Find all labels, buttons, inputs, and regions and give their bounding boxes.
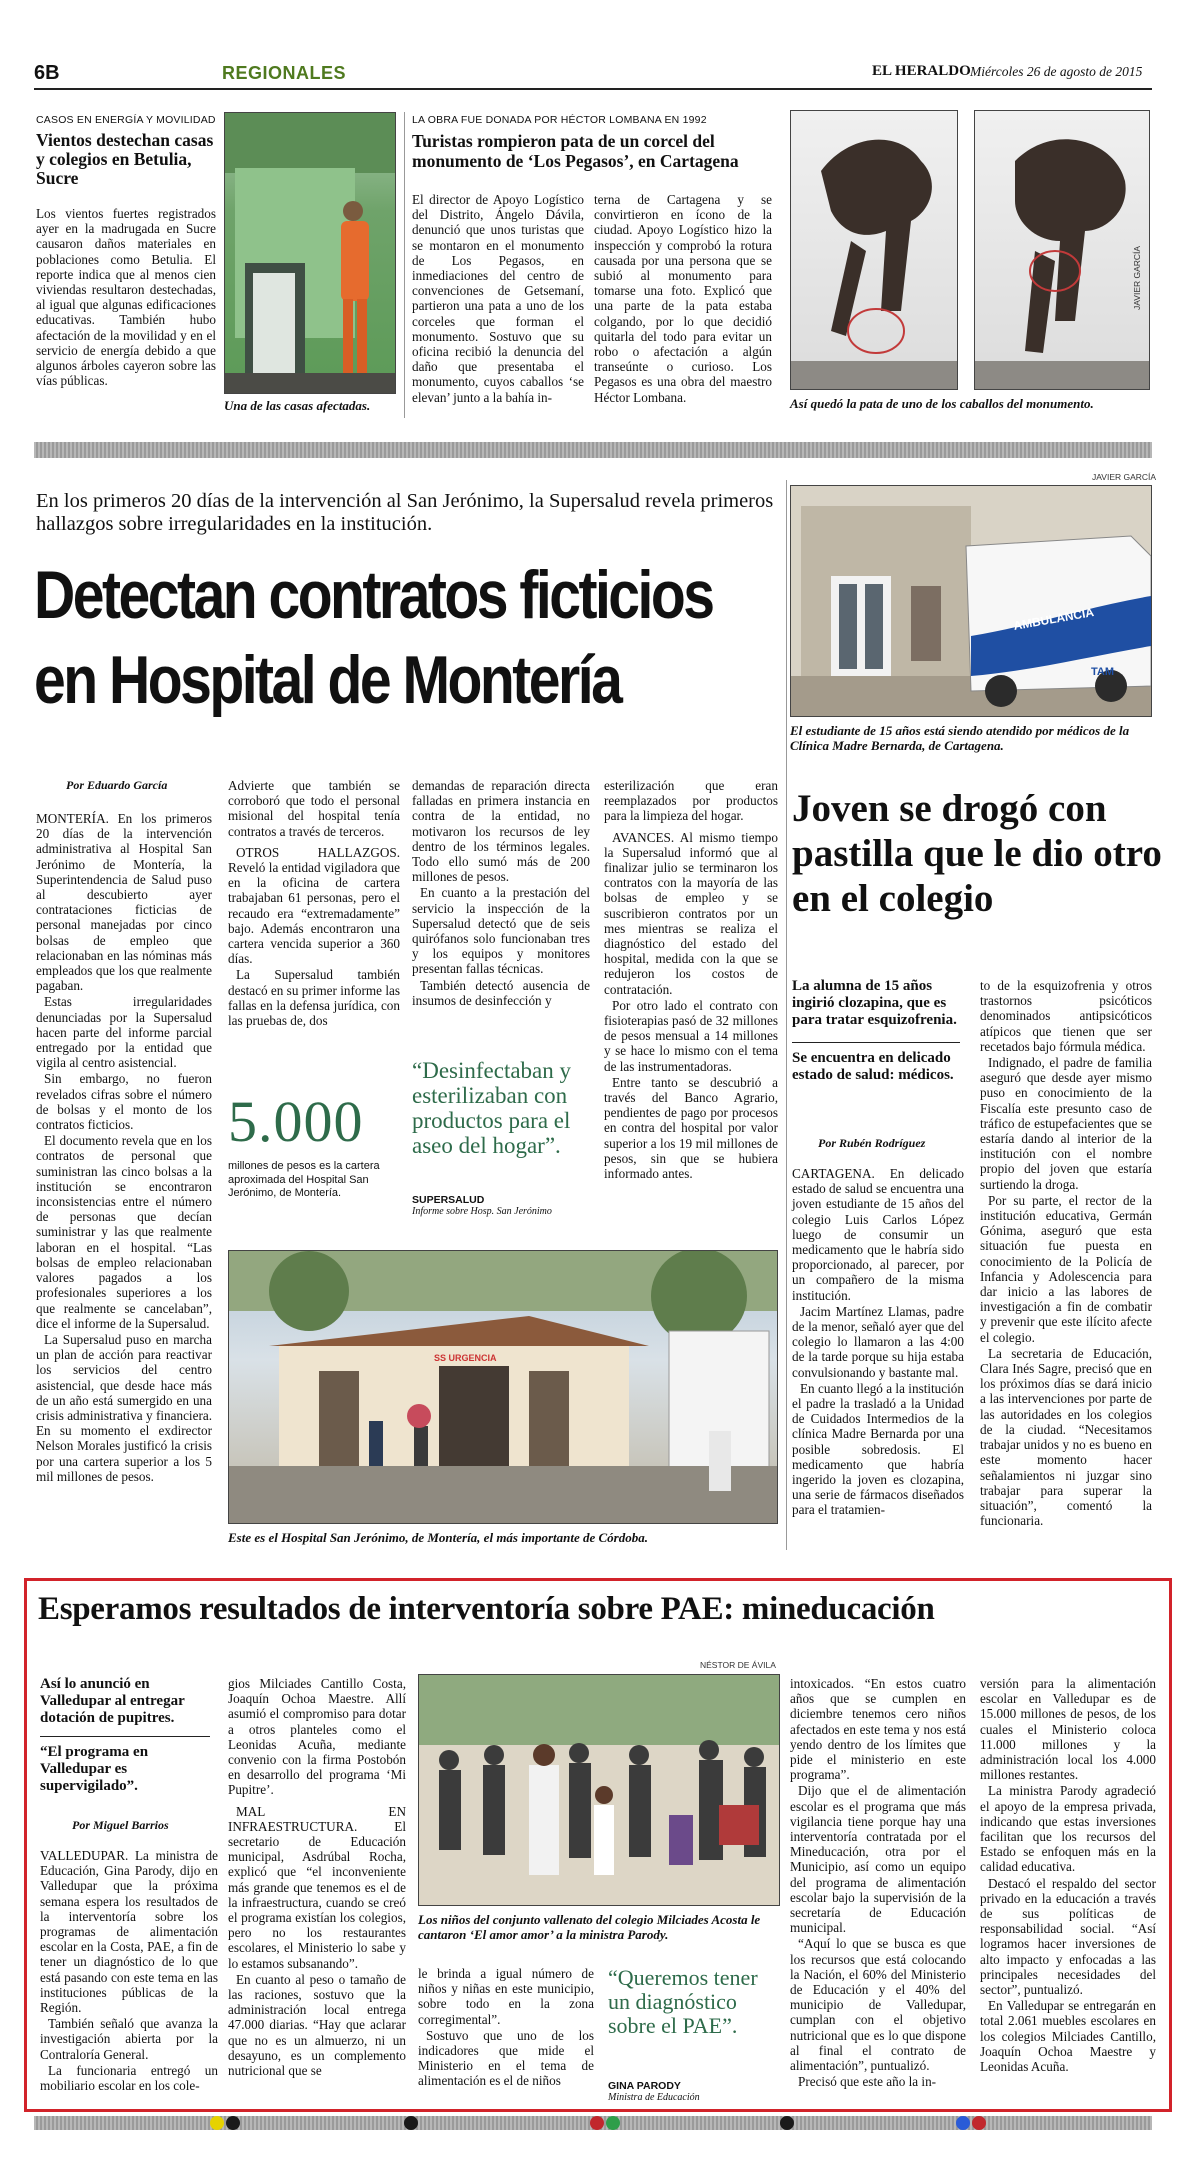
header-rule: [34, 88, 1152, 90]
registration-mark-icon: [956, 2116, 970, 2130]
story5-paragraph: MAL EN INFRAESTRUCTURA. El secretario de Educación municipal, Asdrúbal Rocha, explicó que “el inconveniente más grande que tenemos es el de la infraestructura, cuando se creó el programa existían los colegios, pero no los restaurantes escolares, el Ministerio lo sabe y lo estamos subsanando”.: [228, 1803, 406, 1971]
registration-mark-icon: [606, 2116, 620, 2130]
story4-paragraph: Jacim Martínez Llamas, padre de la menor, señaló ayer que del colegio lo llamaron a las 4:00 de la tarde porque su hija estaba convulsionando y bastante mal.: [792, 1303, 964, 1380]
story2-col2: [594, 192, 772, 406]
story5-paragraph: “Aquí lo que se busca es que los recursos que está colocando la Nación, el 60% del Ministerio de Educación y el 40% del municipio de Valledupar, cumplan con el objetivo nutricional que es lo que dispone al final el contrato de alimentación”, puntualizó.: [790, 1936, 966, 2074]
story1-caption: Una de las casas afectadas.: [224, 398, 371, 413]
story5-summary2: “El programa en Valledupar es supervigilado”.: [40, 1744, 149, 1794]
story5-col1: [40, 1848, 218, 2094]
summary-rule: [792, 1042, 960, 1043]
story4-paragraph: to de la esquizofrenia y otros trastornos psicóticos denominados antipsicóticos atípicos que tienen que ser recetados bajo fórmula médica.: [980, 978, 1152, 1054]
story2-paragraph: El director de Apoyo Logístico del Distrito, Ángelo Dávila, denunció que unos turistas que se montaron en el monumento de Los Pegasos, en inmediaciones del centro de convenciones de Getsemaní, partieron una pata a uno de los corceles que forman el monumento. Sostuvo que su oficina recibió la denuncia del daño que presentaba el monumento, cuyos caballos ‘se elevan’ junto a la bahía in-: [412, 192, 584, 405]
paper-name: EL HERALDO: [872, 63, 971, 79]
story5-col4: [790, 1676, 966, 2090]
story3-stat-number: 5.000: [228, 1089, 364, 1154]
story5-paragraph: le brinda a igual número de niños y niñas en este municipio, sobre todo en la zona corregimental”.: [418, 1966, 594, 2027]
story3-byline: Por Eduardo García: [66, 778, 168, 792]
story3-paragraph: Entre tanto se descubrió a través del Banco Agrario, pendientes de pago por procesos en contra del hospital por valor superior a los 19 mil millones de pesos, sin que se hubiera informado antes.: [604, 1074, 778, 1182]
story5-quote-source: GINA PARODY: [608, 2080, 681, 2092]
story5-quote: “Queremos tener un diagnóstico sobre el PAE”.: [608, 1965, 758, 2038]
horse-statue-illustration: [791, 111, 958, 390]
section-band: [34, 442, 1152, 458]
clinic-ambulance-illustration: [791, 486, 1152, 717]
story5-paragraph: La funcionaria entregó un mobiliario escolar en los cole-: [40, 2062, 218, 2094]
story1-body: [36, 206, 216, 389]
story4-summary2: Se encuentra en delicado estado de salud: médicos.: [792, 1050, 954, 1083]
story4-col2: [980, 978, 1152, 1529]
story5-summary1: Así lo anunció en Valledupar al entregar dotación de pupitres.: [40, 1676, 185, 1726]
story4-paragraph: Por su parte, el rector de la institución educativa, Germán Gónima, aseguró que esta situación fue puesta en conocimiento de la Policía de Infancia y Adolescencia para dar inicio a las labores de investigación a fin de combatir y prevenir que este ilícito afecte el colegio.: [980, 1192, 1152, 1345]
story3-paragraph: El documento revela que en los contratos de personal que suministran las cinco bolsas a la institución se encontraron inconsistencias entre el número de personas que decían suministrar y las que realmente laboran en el hospital. “Las bolsas de empleo relacionaban valores pagados a los profesionales superiores a los que realmente se cancelaban”, dice el informe de la Supersalud.: [36, 1133, 212, 1331]
story3-col3: [412, 778, 590, 1009]
story5-byline: Por Miguel Barrios: [72, 1818, 169, 1832]
story2-kicker: LA OBRA FUE DONADA POR HÉCTOR LOMBANA EN 1992: [412, 114, 707, 126]
story3-paragraph: Sin embargo, no fueron revelados cifras sobre el número de bolsas y el monto de los contratos ficticios.: [36, 1071, 212, 1133]
column-divider: [404, 112, 405, 418]
story2-photo-right: [974, 110, 1150, 390]
story1-headline: Vientos destechan casas y colegios en Betulia, Sucre: [36, 130, 214, 188]
story5-photo-credit: NÉSTOR DE ÁVILA: [700, 1660, 776, 1670]
story4-paragraph: En cuanto llegó a la institución el padre la trasladó a la Unidad de Cuidados Intermedios de la clínica Madre Bernarda por una posible sobredosis. El medicamento que habría ingerido la joven es clozapina, una serie de fármacos diseñados para el tratamien-: [792, 1380, 964, 1518]
story5-paragraph: intoxicados. “En estos cuatro años que se cumplen en diciembre tenemos cero niños afectados en este tema y nos está yendo dentro de los límites que pide el ministerio en este programa”.: [790, 1676, 966, 1783]
story4-byline: Por Rubén Rodríguez: [818, 1136, 926, 1150]
story3-paragraph: También detectó ausencia de insumos de desinfección y: [412, 977, 590, 1008]
story3-col2: [228, 778, 400, 1029]
story5-paragraph: Sostuvo que uno de los indicadores que mide el Ministerio en el tema de alimentación es el de niños: [418, 2027, 594, 2089]
story2-col1: [412, 192, 584, 406]
story4-photo-credit: JAVIER GARCÍA: [1092, 472, 1157, 482]
story3-quote-source: SUPERSALUD: [412, 1194, 485, 1206]
story2-headline: Turistas rompieron pata de un corcel del monumento de ‘Los Pegasos’, en Cartagena: [412, 131, 739, 171]
story5-paragraph: VALLEDUPAR. La ministra de Educación, Gina Parody, dijo en Valledupar que la próxima semana espera los resultados de la interventoría sobre los programas de alimentación escolar en la Costa, PAE, a fin de tener un diagnóstico de lo que está pasando con este tema en las instituciones públicas de la Región.: [40, 1848, 218, 2016]
story3-col1: [36, 811, 212, 1485]
story5-paragraph: gios Milciades Cantillo Costa, Joaquín Ochoa Maestre. Allí asumió el compromiso para dotar a otros planteles como el Leonidas Acuña, mediante convenio con la firma Postobón en desarrollo del programa ‘Mi Pupitre’.: [228, 1676, 406, 1798]
section-name: REGIONALES: [222, 63, 347, 83]
story3-paragraph: La Supersalud puso en marcha un plan de acción para reactivar los servicios del centro asistencial, que desde hace más de un año está sumergido en una crisis administrativa y financiera. En su momento el exdirector Nelson Morales justificó la crisis por una cartera superior a los 5 mil millones de pesos.: [36, 1331, 212, 1484]
story5-paragraph: versión para la alimentación escolar en Valledupar es de 15.000 millones de pesos, de los cuales el Ministerio coloca 11.000 millones y la administración local los 4.000 millones restantes.: [980, 1676, 1156, 1783]
ministra-event-illustration: [419, 1675, 780, 1906]
column-divider: [786, 480, 787, 1550]
story2-photo-left: [790, 110, 958, 390]
story5-col5: [980, 1676, 1156, 2075]
story5-paragraph: En Valledupar se entregarán en total 2.061 muebles escolares en los colegios Milciades Cantillo, Joaquín Ochoa Maestre y Leonidas Acuña.: [980, 1998, 1156, 2075]
registration-mark-icon: [210, 2116, 224, 2130]
story3-paragraph: MONTERÍA. En los primeros 20 días de la intervención administrativa al Hospital San Jerónimo de Montería, la Superintendencia de Salud puso al descubierto ayer contrataciones ficticias de personal manejadas por cinco bolsas de empleo que relacionaban en las nóminas más empleados que los que realmente pagaban.: [36, 811, 212, 994]
story2-photo-credit: JAVIER GARCÍA: [1132, 245, 1142, 310]
page-number: 6B: [34, 62, 60, 84]
ambulance-label: AMBULANCIA: [1012, 605, 1095, 633]
story4-caption: El estudiante de 15 años está siendo atendido por médicos de la Clínica Madre Bernarda, de Cartagena.: [790, 723, 1130, 753]
story3-paragraph: esterilización que eran reemplazados por productos para la limpieza del hogar.: [604, 778, 778, 824]
registration-mark-icon: [590, 2116, 604, 2130]
story3-col4: [604, 778, 778, 1182]
story4-paragraph: Indignado, el padre de familia aseguró que desde ayer mismo puso en conocimiento de la Fiscalía este presunto caso de tráfico de estupefacientes que se estaría dando al interior de la institución con el nombre propio del joven que estaría surtiendo la droga.: [980, 1055, 1152, 1192]
story5-paragraph: Precisó que este año la in-: [798, 2074, 937, 2090]
summary-rule: [40, 1736, 210, 1737]
horse-statue-illustration: [975, 111, 1150, 390]
story5-col3: [418, 1966, 594, 2090]
story2-paragraph: terna de Cartagena y se convirtieron en ícono de la ciudad. Apoyo Logístico hizo la inspección y comprobó la rotura causada por una persona que se subió al monumento para tomarse una foto. Explicó que una parte de la pata estaba colgando, por lo que decidió quitarla del todo para evitar un robo o afectación a algún transeúnte o curioso. Los Pegasos es una obra del maestro Héctor Lombana.: [594, 192, 772, 405]
story3-paragraph: Estas irregularidades denunciadas por la Supersalud hacen parte del informe parcial entregado por la entidad que vigila al centro asistencial.: [36, 994, 212, 1071]
story5-quote-source-role: Ministra de Educación: [608, 2092, 700, 2103]
story1-kicker: CASOS EN ENERGÍA Y MOVILIDAD: [36, 114, 216, 126]
story3-paragraph: demandas de reparación directa falladas en primera instancia en contra de la entidad, no motivaron los recursos de ley dentro de los términos legales. Todo ello sumó más de 200 millones de pesos.: [412, 778, 590, 885]
story3-stat-text: millones de pesos es la cartera aproximada del Hospital San Jerónimo, de Montería.: [228, 1160, 380, 1199]
hospital-photo-illustration: [229, 1251, 778, 1524]
story3-quote-source-role: Informe sobre Hosp. San Jerónimo: [412, 1206, 552, 1217]
story1-paragraph: Los vientos fuertes registrados ayer en la madrugada en Sucre causaron daños materiales en poblaciones como Betulia. El reporte indica que al menos cien viviendas resultaron destechadas, al igual que algunas edificaciones educativas. También hubo afectación de la movilidad y en el servicio de energía debido a que algunos árboles cayeron sobre las vías públicas.: [36, 206, 216, 389]
registration-mark-icon: [972, 2116, 986, 2130]
story4-paragraph: La secretaria de Educación, Clara Inés Sagre, precisó que en los próximos días se dará inicio a las intervenciones por parte de las autoridades en los colegios de la ciudad. “Necesitamos trabajar unidos y no es bueno en este momento hacer señalamientos ni juzgar sino trabajar para superar la situación”, comentó la funcionaria.: [980, 1345, 1152, 1529]
page-date: Miércoles 26 de agosto de 2015: [970, 64, 1143, 79]
story5-photo: [418, 1674, 780, 1906]
story4-photo: [790, 485, 1152, 717]
story5-caption: Los niños del conjunto vallenato del colegio Milciades Acosta le cantaron ‘El amor amor’ a la ministra Parody.: [418, 1912, 761, 1942]
story3-headline-line2: en Hospital de Montería: [34, 642, 621, 718]
hospital-sign: SS URGENCIA: [434, 1353, 497, 1363]
registration-mark-icon: [780, 2116, 794, 2130]
story3-headline-line1: Detectan contratos ficticios: [34, 557, 713, 633]
story3-paragraph: La Supersalud también destacó en su primer informe las fallas en la defensa jurídica, con las pruebas de, dos: [228, 967, 400, 1029]
story3-deck: En los primeros 20 días de la intervención al San Jerónimo, la Supersalud revela primeros hallazgos sobre irregularidades en la institución.: [36, 490, 774, 535]
story4-col1: [792, 1166, 964, 1519]
story3-paragraph: Por otro lado el contrato con fisioterapias pasó de 32 millones de pesos mensual a 14 millones y se hace lo mismo con el tema de las instrumentadoras.: [604, 997, 778, 1074]
registration-mark-icon: [226, 2116, 240, 2130]
story3-paragraph: Advierte que también se corroboró que todo el personal misional del hospital tenía contratos a través de terceros.: [228, 778, 400, 839]
story5-col2: [228, 1676, 406, 2079]
story5-paragraph: Destacó el respaldo del sector privado en la educación a través de sus políticas de responsabilidad social. “Así logramos hacer inversiones de alto impacto y enfocadas a las principales necesidades del sector”, puntualizó.: [980, 1875, 1156, 1998]
story4-summary1: La alumna de 15 años ingirió clozapina, que es para tratar esquizofrenia.: [792, 978, 957, 1028]
story3-paragraph: OTROS HALLAZGOS. Reveló la entidad vigiladora que en la oficina de cartera trabajaban 61 personas, pero el recaudo era “extremadamente” bajo. Además encontraron una cartera vencida superior a 360 días.: [228, 844, 400, 967]
story4-paragraph: CARTAGENA. En delicado estado de salud se encuentra una joven estudiante de 15 años del colegio Luis Carlos López luego de consumir un medicamento que le habría sido proporcionado, al parecer, por un compañero de la misma institución.: [792, 1166, 964, 1303]
story4-headline: Joven se drogó con pastilla que le dio otro en el colegio: [792, 787, 1162, 920]
story3-quote: “Desinfectaban y esterilizaban con productos para el aseo del hogar”.: [412, 1058, 572, 1158]
story5-paragraph: La ministra Parody agradeció el apoyo de la empresa privada, indicando que estas inversiones facilitan que los recursos del Estado se enfoquen más en la calidad educativa.: [980, 1783, 1156, 1875]
ambulance-tag: TAM: [1091, 666, 1115, 678]
story5-paragraph: También señaló que avanza la investigación abierta por la Contraloría General.: [40, 2016, 218, 2062]
story5-paragraph: Dijo que el de alimentación escolar es el programa que más vigilancia tiene porque hay una interventoría contratada por el Mineducación, otra por el Municipio, así como un equipo del programa de alimentación escolar bajo la supervisión de la secretaría de Educación municipal.: [790, 1783, 966, 1936]
story2-caption: Así quedó la pata de uno de los caballos del monumento.: [790, 396, 1094, 411]
story3-caption: Este es el Hospital San Jerónimo, de Montería, el más importante de Córdoba.: [228, 1530, 648, 1545]
story3-paragraph: AVANCES. Al mismo tiempo la Supersalud informó que al finalizar julio se terminaron los contratos con la mayoría de las bolsas de empleo y se suscribieron contratos por un mes mientras se realiza el diagnóstico del estado del hospital, medida con la que se redujeron los costos de contratación.: [604, 829, 778, 997]
story3-photo: [228, 1250, 778, 1524]
house-photo-illustration: [225, 113, 396, 394]
story5-paragraph: En cuanto al peso o tamaño de las raciones, sostuvo que la administración local entrega 47.000 diarias. “Hay que aclarar que no es un almuerzo, ni un desayuno, es un complemento nutricional que se: [228, 1971, 406, 2079]
registration-mark-icon: [404, 2116, 418, 2130]
story1-photo: [224, 112, 396, 394]
story3-paragraph: En cuanto a la prestación del servicio la inspección de la Supersalud detectó que de seis quirófanos solo funcionaban tres y los equipos y monitores presentan fallas técnicas.: [412, 885, 590, 977]
story5-headline: Esperamos resultados de interventoría sobre PAE: mineducación: [38, 1591, 935, 1627]
page-header: [0, 58, 1187, 88]
